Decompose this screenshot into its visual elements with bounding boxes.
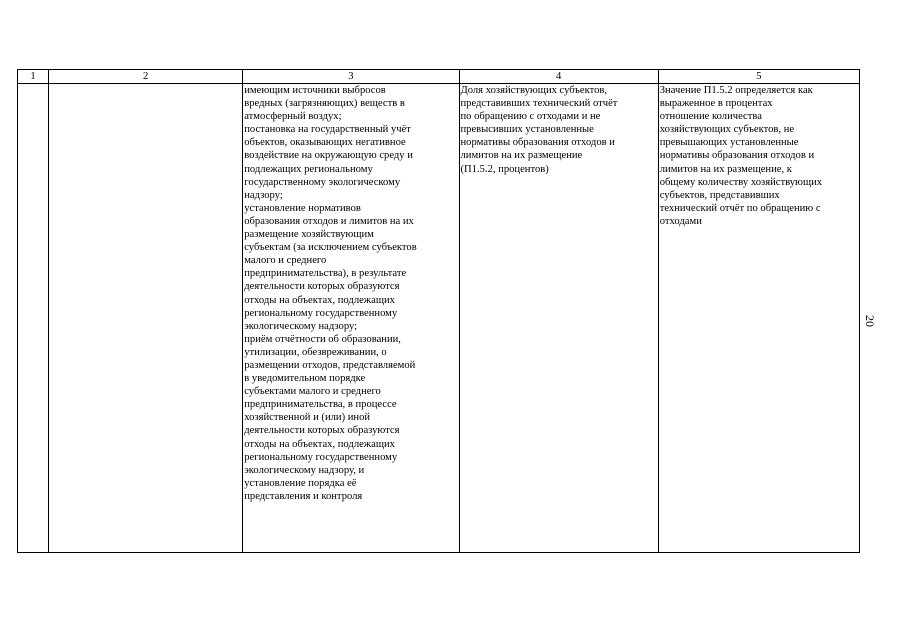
cell-text-line: субъектами малого и среднего [244,386,381,398]
cell-col-3-powers [243,84,459,553]
column-header-5: 5 [658,70,859,84]
column-header-1: 1 [18,70,49,84]
cell-text-line: нормативы образования отходов и [659,150,815,162]
cell-text-line: подлежащих региональному [244,163,373,175]
cell-text-line: общему количеству хозяйствующих [659,176,823,188]
cell-text-line: атмосферный воздух; [244,111,342,123]
cell-text-line: (П1.5.2, процентов) [460,163,549,175]
cell-text-line: установление порядка её [244,477,357,489]
cell-text-line: хозяйственной и (или) иной [244,412,371,424]
cell-col-2 [49,84,243,553]
cell-text-line: региональному государственному [244,451,398,463]
cell-text-line: субъектов, представивших [659,189,780,201]
cell-text-line: предпринимательства, в процессе [244,399,397,411]
cell-text-line: имеющим источники выбросов [244,85,386,96]
cell-text-line: Доля хозяйствующих субъектов, [460,85,608,96]
cell-text-line: лимитов на их размещение, к [659,163,792,175]
cell-text-line: приём отчётности об образовании, [244,333,401,345]
cell-text-line: отходы на объектах, подлежащих [244,294,395,306]
cell-text-line: хозяйствующих субъектов, не [659,124,795,136]
cell-text-line: превышающих установленные [659,137,799,149]
cell-text-line: надзору; [244,189,283,201]
cell-text-line: образования отходов и лимитов на их [244,215,414,227]
cell-text-line: региональному государственному [244,307,398,319]
cell-text-line: малого и среднего [244,255,327,267]
cell-text-line: превысивших установленные [460,124,594,136]
cell-text-line: отходами [659,215,702,227]
cell-text-line: представления и контроля [244,490,363,502]
cell-text-line: экологическому надзору, и [244,464,365,476]
cell-text-line: технический отчёт по обращению с [659,202,821,214]
column-header-3: 3 [243,70,459,84]
cell-text-line: предпринимательства), в результате [244,268,407,280]
column-header-4: 4 [459,70,658,84]
cell-text-line: деятельности которых образуются [244,425,400,437]
cell-text-line: в уведомительном порядке [244,373,366,385]
cell-text-line: воздействие на окружающую среду и [244,150,413,162]
cell-text-line: представивших технический отчёт [460,98,618,110]
cell-text-line: выраженное в процентах [659,98,773,110]
cell-text-line: размещение хозяйствующим [244,229,374,241]
cell-text-line: государственному экологическому [244,176,401,188]
cell-text-line: Значение П1.5.2 определяется как [659,85,813,96]
cell-text-line: по обращению с отходами и не [460,111,601,123]
cell-text-line: размещении отходов, представляемой [244,359,416,371]
cell-text-line: утилизации, обезвреживании, о [244,346,387,358]
cell-text-line: постановка на государственный учёт [244,124,411,136]
indicator-table [17,69,860,553]
cell-text-line: нормативы образования отходов и [460,137,615,149]
cell-text-line: отношение количества [659,111,762,123]
cell-text-line: лимитов на их размещение [460,150,583,162]
table-header-row [18,70,860,84]
cell-text-line: субъектам (за исключением субъектов [244,242,417,254]
cell-text-line: деятельности которых образуются [244,281,400,293]
cell-text-line: объектов, оказывающих негативное [244,137,406,149]
table-row [18,84,860,553]
cell-text-line: экологическому надзору; [244,320,358,332]
cell-col-1 [18,84,49,553]
page-number: 20 [863,315,877,327]
cell-text-line: установление нормативов [244,202,361,214]
cell-col-4-indicator [459,84,658,553]
cell-text-line: вредных (загрязняющих) веществ в [244,98,405,110]
column-header-2: 2 [49,70,243,84]
cell-text-line: отходы на объектах, подлежащих [244,438,395,450]
cell-col-5-calculation [658,84,859,553]
